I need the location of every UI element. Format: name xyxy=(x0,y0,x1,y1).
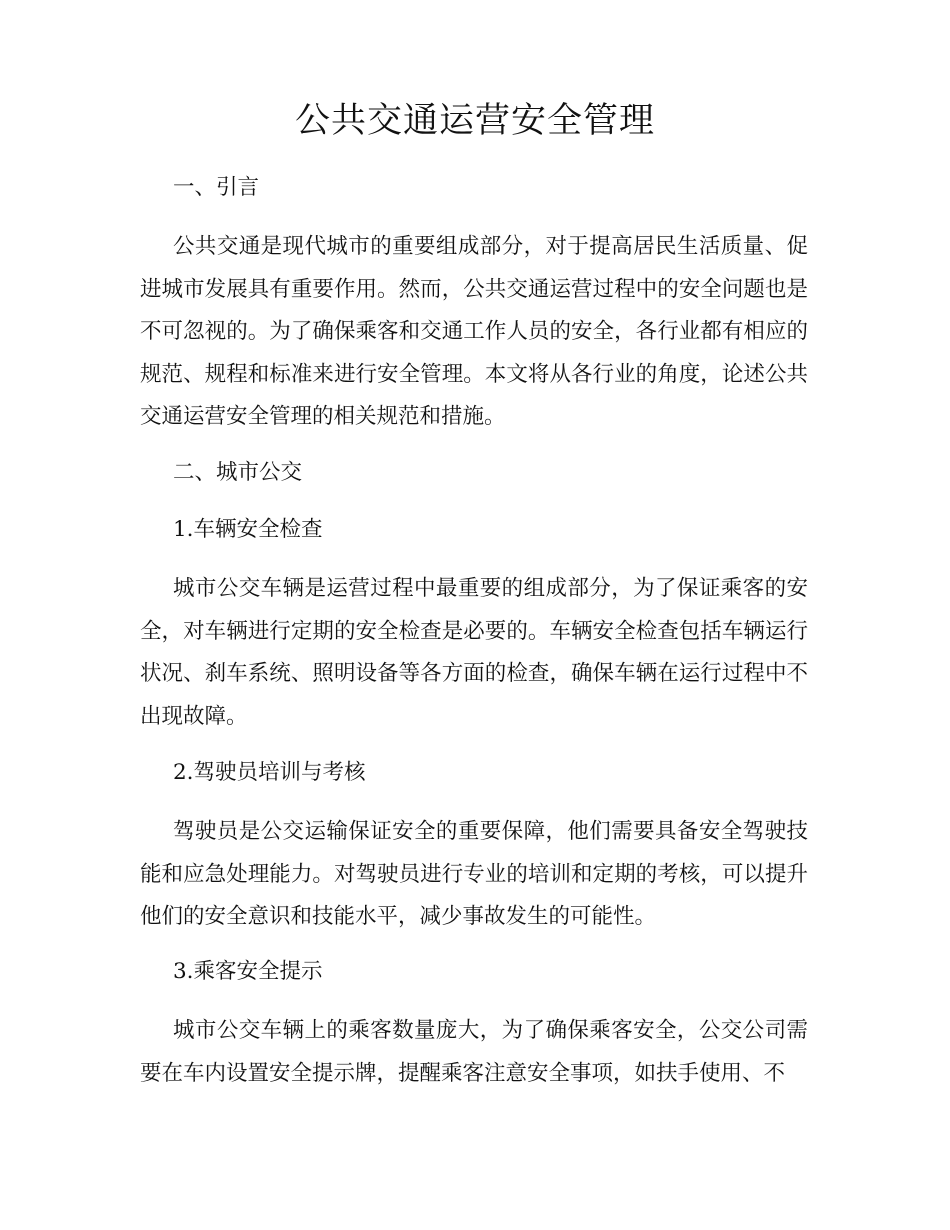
paragraph-passenger-safety: 城市公交车辆上的乘客数量庞大，为了确保乘客安全，公交公司需要在车内设置安全提示牌，提醒乘客注意安全事项，如扶手使用、不 xyxy=(140,1018,808,1086)
subheading-vehicle-inspection: 1.车辆安全检查 xyxy=(173,517,323,542)
section-heading-intro: 一、引言 xyxy=(173,175,260,200)
subheading-driver-training: 2.驾驶员培训与考核 xyxy=(173,760,366,785)
document-title: 公共交通运营安全管理 xyxy=(294,101,655,141)
paragraph-driver-training: 驾驶员是公交运输保证安全的重要保障，他们需要具备安全驾驶技能和应急处理能力。对驾驶员进行专业的培训和定期的考核，可以提升他们的安全意识和技能水平，减少事故发生的可能性。 xyxy=(140,819,808,929)
subheading-passenger-safety: 3.乘客安全提示 xyxy=(173,959,323,984)
section-heading-city-bus: 二、城市公交 xyxy=(173,460,303,485)
paragraph-vehicle-inspection: 城市公交车辆是运营过程中最重要的组成部分，为了保证乘客的安全，对车辆进行定期的安全检查是必要的。车辆安全检查包括车辆运行状况、刹车系统、照明设备等各方面的检查，确保车辆在运行过程中不出现故障。 xyxy=(140,576,808,729)
paragraph-intro: 公共交通是现代城市的重要组成部分，对于提高居民生活质量、促进城市发展具有重要作用。然而，公共交通运营过程中的安全问题也是不可忽视的。为了确保乘客和交通工作人员的安全，各行业都有相应的规范、规程和标准来进行安全管理。本文将从各行业的角度，论述公共交通运营安全管理的相关规范和措施。 xyxy=(140,234,808,429)
